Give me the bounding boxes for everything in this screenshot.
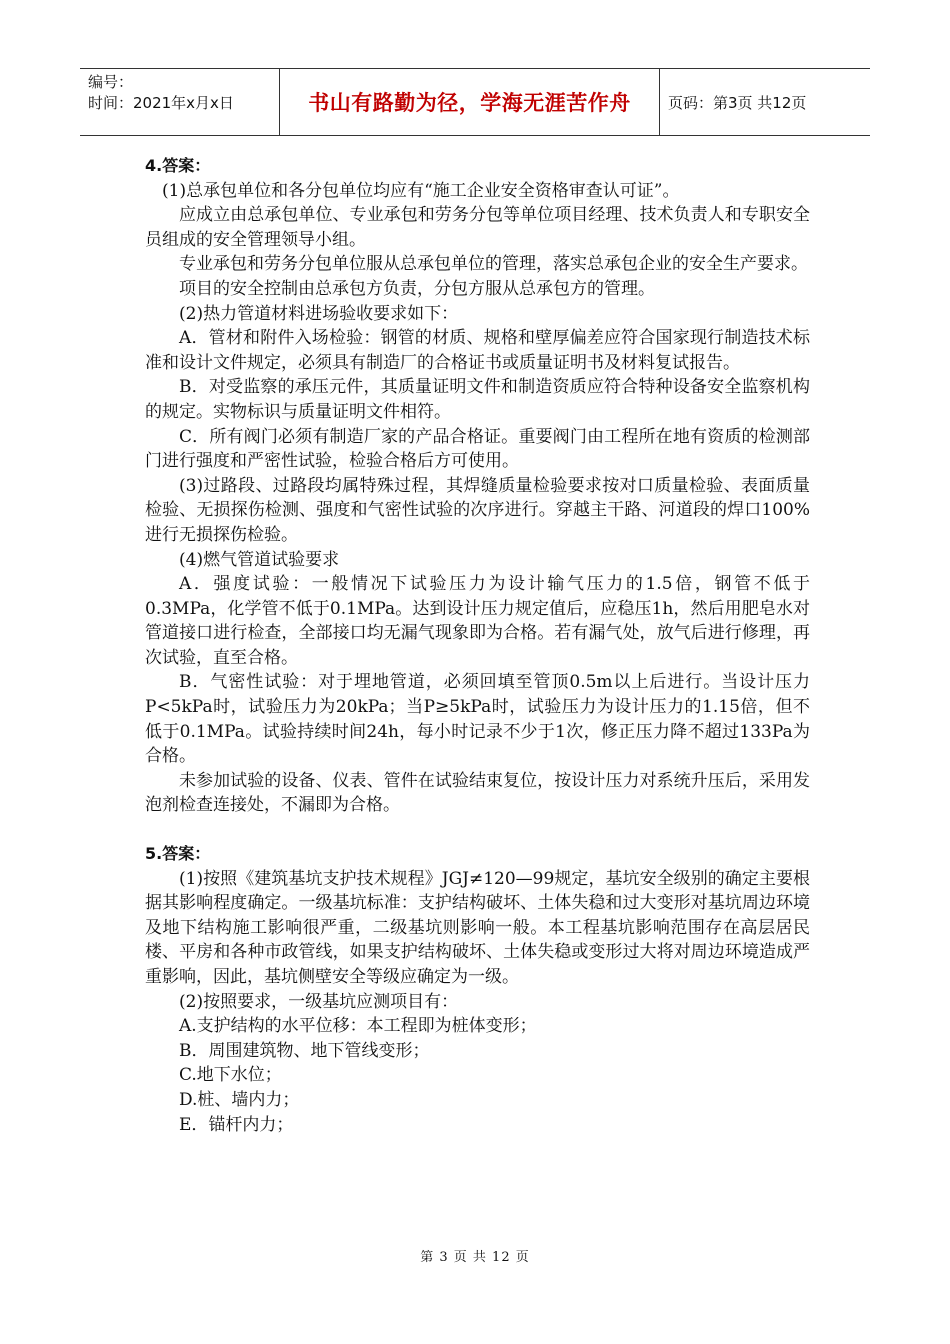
list-item: B．周围建筑物、地下管线变形； bbox=[179, 1040, 430, 1061]
paragraph: B．对受监察的承压元件，其质量证明文件和制造资质应符合特种设备安全监察机构的规定。实物标识与质量证明文件相符。 bbox=[145, 377, 810, 422]
section-4-heading: 4.答案： bbox=[145, 156, 211, 175]
document-body bbox=[145, 154, 810, 1137]
section-spacer bbox=[145, 818, 810, 842]
paragraph: 应成立由总承包单位、专业承包和劳务分包等单位项目经理、技术负责人和专职安全员组成的安全管理领导小组。 bbox=[145, 205, 810, 250]
page-footer: 第 3 页 共 12 页 bbox=[420, 1250, 530, 1265]
paragraph: C．所有阀门必须有制造厂家的产品合格证。重要阀门由工程所在地有资质的检测部门进行强度和严密性试验，检验合格后方可使用。 bbox=[145, 426, 810, 472]
header-page-info: 页码：第3页 共12页 bbox=[668, 93, 807, 112]
paragraph: 未参加试验的设备、仪表、管件在试验结束复位，按设计压力对系统升压后，采用发泡剂检查连接处，不漏即为合格。 bbox=[145, 770, 810, 816]
paragraph: (2)热力管道材料进场验收要求如下： bbox=[179, 303, 459, 324]
paragraph: 专业承包和劳务分包单位服从总承包单位的管理，落实总承包企业的安全生产要求。 bbox=[179, 254, 808, 275]
paragraph: 项目的安全控制由总承包方负责，分包方服从总承包方的管理。 bbox=[179, 278, 655, 299]
list-item: C.地下水位； bbox=[179, 1065, 282, 1086]
paragraph: (1)按照《建筑基坑支护技术规程》JGJ≠120—99规定，基坑安全级别的确定主要根据其影响程度确定。一级基坑标准：支护结构破坏、土体失稳和过大变形对基坑周边环境及地下结构施工影响很严重，二级基坑则影响一般。本工程基坑影响范围存在高层居民楼、平房和各种市政管线，如果支护结构破坏、土体失稳或变形过大将对周边环境造成严重影响，因此，基坑侧壁安全等级应确定为一级。 bbox=[145, 868, 810, 987]
list-item: E．锚杆内力； bbox=[179, 1114, 294, 1135]
list-item: A.支护结构的水平位移：本工程即为桩体变形； bbox=[179, 1016, 537, 1037]
list-item: D.桩、墙内力； bbox=[179, 1089, 300, 1110]
paragraph: (2)按照要求，一级基坑应测项目有： bbox=[179, 991, 459, 1012]
paragraph: (1)总承包单位和各分包单位均应有“施工企业安全资格审查认可证”。 bbox=[162, 180, 680, 201]
section-5-heading: 5.答案： bbox=[145, 844, 211, 864]
page-header bbox=[80, 68, 870, 136]
paragraph: A．管材和附件入场检验：钢管的材质、规格和壁厚偏差应符合国家现行制造技术标准和设计文件规定，必须具有制造厂的合格证书或质量证明书及材料复试报告。 bbox=[145, 328, 810, 373]
paragraph: B．气密性试验：对于埋地管道，必须回填至管顶0.5m以上后进行。当设计压力P<5kPa时，试验压力为20kPa；当P≥5kPa时，试验压力为设计压力的1.15倍，但不低于0.1MPa。试验持续时间24h，每小时记录不少于1次，修正压力降不超过133Pa为合格。 bbox=[145, 672, 810, 767]
paragraph: (4)燃气管道试验要求 bbox=[179, 549, 340, 570]
paragraph: (3)过路段、过路段均属特殊过程，其焊缝质量检验要求按对口质量检验、表面质量检验、无损探伤检测、强度和气密性试验的次序进行。穿越主干路、河道段的焊口100%进行无损探伤检验。 bbox=[145, 475, 810, 545]
document-number-label: 编号： bbox=[88, 73, 134, 91]
header-motto: 书山有路勤为径，学海无涯苦作舟 bbox=[280, 69, 660, 135]
paragraph: A．强度试验：一般情况下试验压力为设计输气压力的1.5倍，钢管不低于0.3MPa，化学管不低于0.1MPa。达到设计压力规定值后，应稳压1h，然后用肥皂水对管道接口进行检查，全部接口均无漏气现象即为合格。若有漏气处，放气后进行修理，再次试验，直至合格。 bbox=[145, 574, 810, 668]
document-date: 时间：2021年x月x日 bbox=[88, 94, 234, 112]
header-meta bbox=[80, 69, 280, 135]
